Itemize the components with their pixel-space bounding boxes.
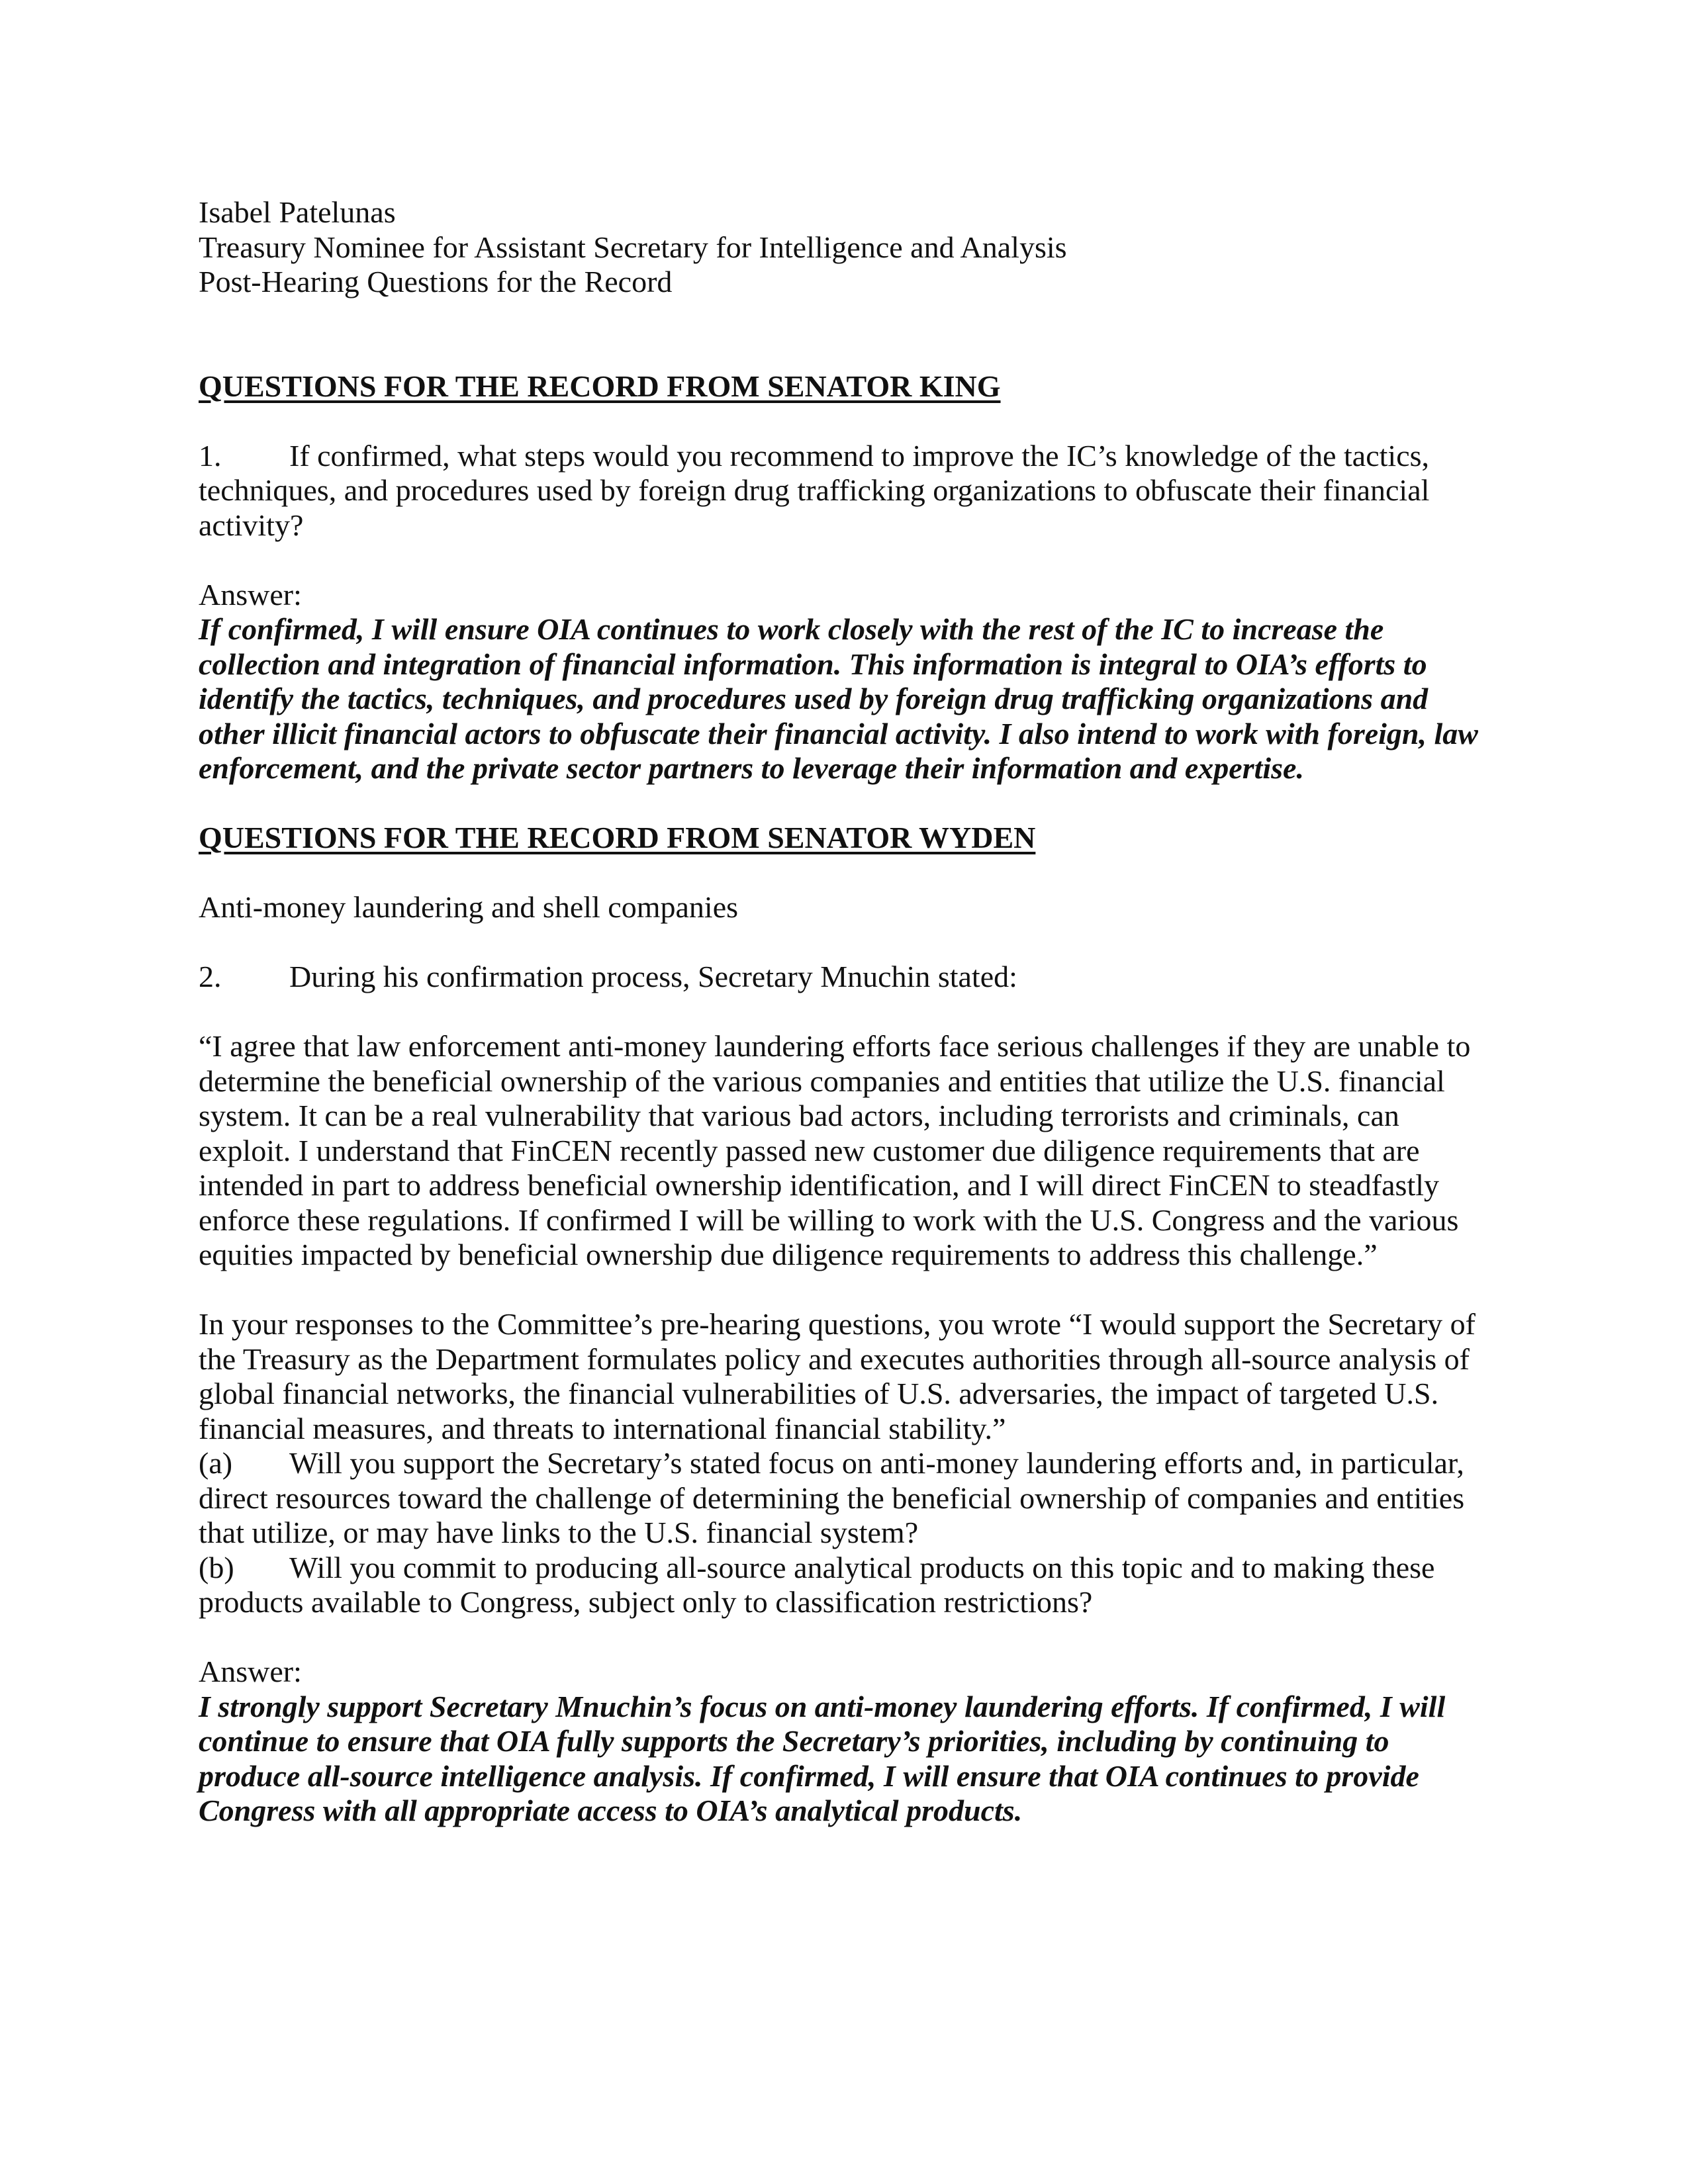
question-2a-label: (a) xyxy=(199,1446,233,1480)
question-2a-text: Will you support the Secretary’s stated focus on anti-money laundering efforts and, in particular, direct resources toward the challenge of determining the beneficial ownership of companies and entities that utilize, or may have links to the U.S. financial system? xyxy=(199,1446,1465,1549)
question-2b-label: (b) xyxy=(199,1550,234,1584)
question-2-context: In your responses to the Committee’s pre-hearing questions, you wrote “I would support the Secretary of the Treasury as the Department formulates policy and executes authorities through all-source analysis of global financial networks, the financial vulnerabilities of U.S. adversaries, the impact of targeted U.S. financial measures, and threats to international financial stability.” xyxy=(199,1307,1476,1445)
question-2 xyxy=(199,960,1489,995)
nominee-position: Treasury Nominee for Assistant Secretary for Intelligence and Analysis xyxy=(199,230,1067,264)
section-heading-wyden: QUESTIONS FOR THE RECORD FROM SENATOR WYDEN xyxy=(199,821,1036,854)
question-1-number: 1. xyxy=(199,438,222,473)
section-senator-king xyxy=(199,369,1489,786)
document-header xyxy=(199,195,1489,300)
answer-1-label: Answer: xyxy=(199,577,302,612)
answer-2-text: I strongly support Secretary Mnuchin’s focus on anti-money laundering efforts. If confirmed, I will continue to ensure that OIA fully supports the Secretary’s priorities, including by continuing to produce all-source intelligence analysis. If confirmed, I will ensure that OIA continues to provide Congress with all appropriate access to OIA’s analytical products. xyxy=(199,1689,1446,1827)
mnuchin-quote: “I agree that law enforcement anti-money laundering efforts face serious challenges if they are unable to determine the beneficial ownership of the various companies and entities that utilize the U.S. financial system. It can be a real vulnerability that various bad actors, including terrorists and criminals, can exploit. I understand that FinCEN recently passed new customer due diligence requirements that are intended in part to address beneficial ownership identification, and I will direct FinCEN to steadfastly enforce these regulations. If confirmed I will be willing to work with the U.S. Congress and the various equities impacted by beneficial ownership due diligence requirements to address this challenge.” xyxy=(199,1029,1471,1271)
answer-1-text: If confirmed, I will ensure OIA continues to work closely with the rest of the IC to increase the collection and integration of financial information. This information is integral to OIA’s efforts to identify the tactics, techniques, and procedures used by foreign drug trafficking organizations and other illicit financial actors to obfuscate their financial activity. I also intend to work with foreign, law enforcement, and the private sector partners to leverage their information and expertise. xyxy=(199,612,1478,785)
question-1-text: If confirmed, what steps would you recommend to improve the IC’s knowledge of the tactics, techniques, and procedures used by foreign drug trafficking organizations to obfuscate their financial activity? xyxy=(199,438,1430,542)
document-page xyxy=(199,195,1489,1829)
question-2a xyxy=(199,1446,1489,1551)
question-2-intro: During his confirmation process, Secretary Mnuchin stated: xyxy=(289,960,1017,993)
question-2b-text: Will you commit to producing all-source analytical products on this topic and to making these products available to Congress, subject only to classification restrictions? xyxy=(199,1550,1435,1619)
section-senator-wyden xyxy=(199,821,1489,1829)
section-heading-king: QUESTIONS FOR THE RECORD FROM SENATOR KING xyxy=(199,369,1001,403)
topic-title: Anti-money laundering and shell companies xyxy=(199,890,739,924)
question-2-number: 2. xyxy=(199,960,222,993)
question-2b xyxy=(199,1551,1489,1620)
nominee-name: Isabel Patelunas xyxy=(199,195,396,229)
answer-2-label: Answer: xyxy=(199,1655,302,1688)
document-subtitle: Post-Hearing Questions for the Record xyxy=(199,265,673,298)
question-1 xyxy=(199,439,1489,543)
